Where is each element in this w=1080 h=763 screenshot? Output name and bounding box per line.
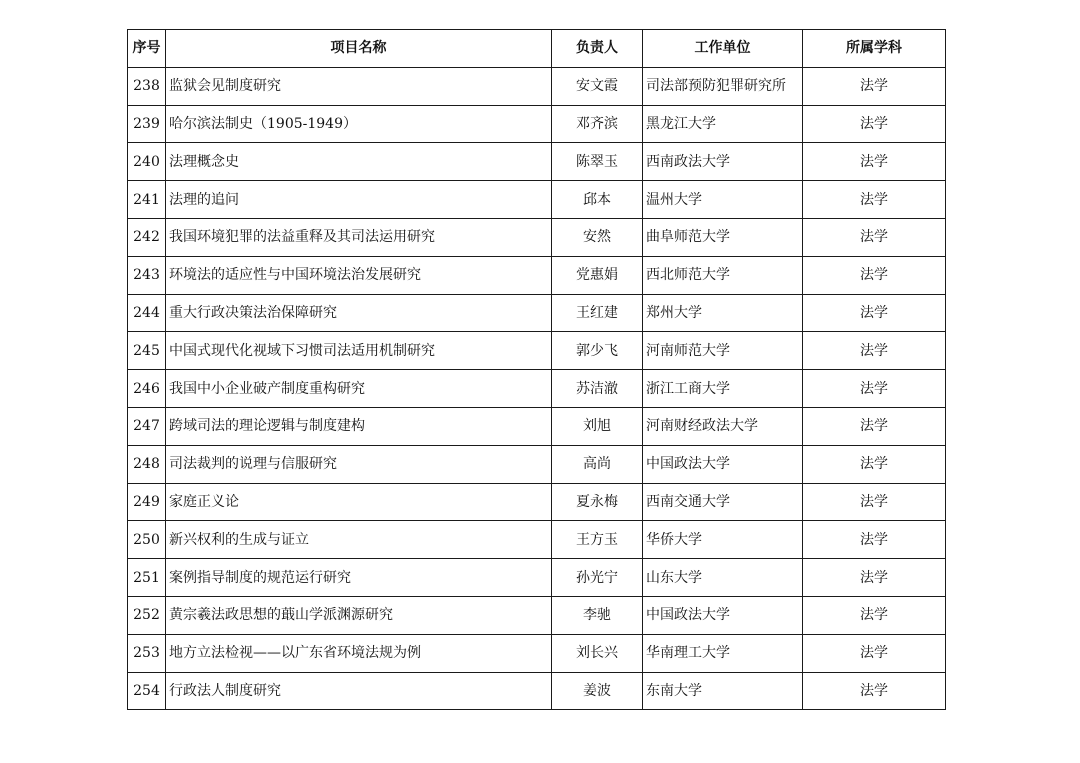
cell-subject: 法学	[803, 218, 946, 256]
cell-unit: 司法部预防犯罪研究所	[643, 67, 803, 105]
table-row	[128, 294, 946, 332]
cell-unit: 中国政法大学	[643, 596, 803, 634]
table-row	[128, 67, 946, 105]
header-subject: 所属学科	[803, 30, 946, 68]
cell-unit: 黑龙江大学	[643, 105, 803, 143]
cell-subject: 法学	[803, 370, 946, 408]
cell-title: 地方立法检视——以广东省环境法规为例	[166, 634, 552, 672]
cell-person: 李驰	[552, 596, 643, 634]
table-row	[128, 407, 946, 445]
cell-title: 黄宗羲法政思想的蕺山学派渊源研究	[166, 596, 552, 634]
table-row	[128, 596, 946, 634]
cell-title: 我国中小企业破产制度重构研究	[166, 370, 552, 408]
table-row	[128, 634, 946, 672]
header-row	[128, 30, 946, 68]
cell-unit: 曲阜师范大学	[643, 218, 803, 256]
cell-title: 重大行政决策法治保障研究	[166, 294, 552, 332]
cell-unit: 西北师范大学	[643, 256, 803, 294]
header-title: 项目名称	[166, 30, 552, 68]
cell-no: 246	[128, 370, 166, 408]
cell-title: 新兴权利的生成与证立	[166, 521, 552, 559]
cell-subject: 法学	[803, 521, 946, 559]
cell-no: 243	[128, 256, 166, 294]
cell-no: 252	[128, 596, 166, 634]
cell-no: 253	[128, 634, 166, 672]
cell-title: 我国环境犯罪的法益重释及其司法运用研究	[166, 218, 552, 256]
cell-subject: 法学	[803, 105, 946, 143]
cell-no: 247	[128, 407, 166, 445]
cell-no: 254	[128, 672, 166, 710]
cell-no: 245	[128, 332, 166, 370]
cell-person: 邱本	[552, 181, 643, 219]
header-unit: 工作单位	[643, 30, 803, 68]
cell-unit: 华侨大学	[643, 521, 803, 559]
cell-title: 监狱会见制度研究	[166, 67, 552, 105]
table-row	[128, 445, 946, 483]
cell-unit: 华南理工大学	[643, 634, 803, 672]
cell-subject: 法学	[803, 294, 946, 332]
cell-person: 夏永梅	[552, 483, 643, 521]
table-header	[128, 30, 946, 68]
cell-no: 244	[128, 294, 166, 332]
cell-subject: 法学	[803, 445, 946, 483]
cell-unit: 河南财经政法大学	[643, 407, 803, 445]
cell-person: 高尚	[552, 445, 643, 483]
cell-person: 姜波	[552, 672, 643, 710]
header-no: 序号	[128, 30, 166, 68]
cell-unit: 河南师范大学	[643, 332, 803, 370]
cell-unit: 浙江工商大学	[643, 370, 803, 408]
cell-subject: 法学	[803, 559, 946, 597]
table-row	[128, 370, 946, 408]
cell-subject: 法学	[803, 256, 946, 294]
cell-no: 241	[128, 181, 166, 219]
cell-unit: 西南政法大学	[643, 143, 803, 181]
cell-person: 安文霞	[552, 67, 643, 105]
cell-subject: 法学	[803, 181, 946, 219]
cell-unit: 东南大学	[643, 672, 803, 710]
cell-subject: 法学	[803, 483, 946, 521]
cell-no: 238	[128, 67, 166, 105]
cell-title: 家庭正义论	[166, 483, 552, 521]
cell-person: 刘长兴	[552, 634, 643, 672]
cell-subject: 法学	[803, 143, 946, 181]
table-row	[128, 559, 946, 597]
cell-subject: 法学	[803, 634, 946, 672]
cell-person: 王红建	[552, 294, 643, 332]
project-table	[127, 29, 946, 710]
cell-person: 王方玉	[552, 521, 643, 559]
cell-unit: 西南交通大学	[643, 483, 803, 521]
table-body	[128, 67, 946, 710]
header-person: 负责人	[552, 30, 643, 68]
cell-subject: 法学	[803, 672, 946, 710]
cell-unit: 山东大学	[643, 559, 803, 597]
cell-subject: 法学	[803, 332, 946, 370]
table-row	[128, 218, 946, 256]
cell-no: 248	[128, 445, 166, 483]
cell-title: 环境法的适应性与中国环境法治发展研究	[166, 256, 552, 294]
cell-title: 司法裁判的说理与信服研究	[166, 445, 552, 483]
cell-person: 郭少飞	[552, 332, 643, 370]
cell-no: 242	[128, 218, 166, 256]
cell-title: 法理的追问	[166, 181, 552, 219]
table-row	[128, 672, 946, 710]
cell-no: 249	[128, 483, 166, 521]
cell-person: 陈翠玉	[552, 143, 643, 181]
table-row	[128, 483, 946, 521]
cell-unit: 中国政法大学	[643, 445, 803, 483]
cell-person: 刘旭	[552, 407, 643, 445]
cell-subject: 法学	[803, 596, 946, 634]
cell-person: 邓齐滨	[552, 105, 643, 143]
cell-person: 党惠娟	[552, 256, 643, 294]
cell-title: 哈尔滨法制史（1905-1949）	[166, 105, 552, 143]
cell-no: 250	[128, 521, 166, 559]
cell-person: 苏洁澈	[552, 370, 643, 408]
cell-person: 安然	[552, 218, 643, 256]
cell-title: 案例指导制度的规范运行研究	[166, 559, 552, 597]
table-row	[128, 332, 946, 370]
table-row	[128, 256, 946, 294]
table-row	[128, 105, 946, 143]
cell-title: 法理概念史	[166, 143, 552, 181]
cell-no: 239	[128, 105, 166, 143]
cell-no: 240	[128, 143, 166, 181]
cell-title: 行政法人制度研究	[166, 672, 552, 710]
cell-person: 孙光宁	[552, 559, 643, 597]
cell-unit: 温州大学	[643, 181, 803, 219]
table-row	[128, 181, 946, 219]
table-row	[128, 143, 946, 181]
table-row	[128, 521, 946, 559]
cell-title: 中国式现代化视域下习惯司法适用机制研究	[166, 332, 552, 370]
cell-title: 跨域司法的理论逻辑与制度建构	[166, 407, 552, 445]
cell-unit: 郑州大学	[643, 294, 803, 332]
cell-subject: 法学	[803, 67, 946, 105]
cell-no: 251	[128, 559, 166, 597]
cell-subject: 法学	[803, 407, 946, 445]
